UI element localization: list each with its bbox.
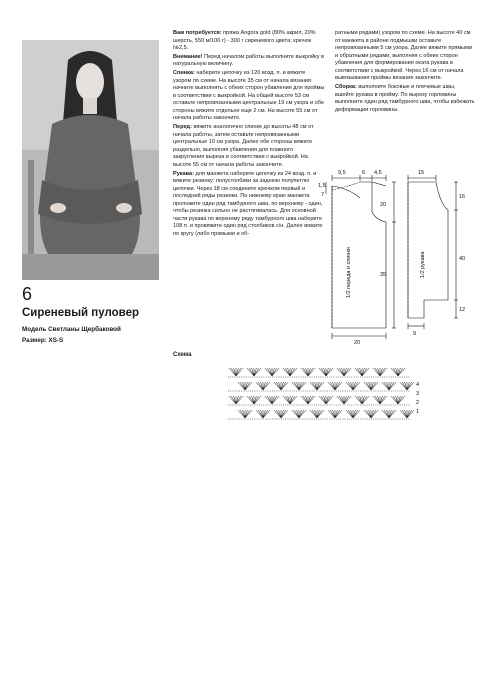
schema-label: Схема	[173, 352, 192, 358]
stitch-fan	[283, 368, 297, 376]
body-vertical-label: 1/2 переда и спинки	[346, 247, 352, 298]
body-dim-left-2: 7	[321, 192, 325, 198]
crochet-stitch-chart	[226, 360, 426, 426]
stitch-fan	[292, 382, 306, 390]
sleeves-continued: ратными рядами) узором по схеме. На высоте 40 см от манжета в районе подмышки оставьте непровязанными 5 см узора. Далее вяжите прямыми и обратными рядами, выполняя с обеих сторон убавления для формирования оката рукава в соответствии с выкройкой. Через 16 см от начала вывязывания проймы вязание закончите.	[335, 30, 473, 82]
stitch-fan	[346, 410, 360, 418]
assembly-heading: Сборка:	[335, 84, 357, 91]
chart-row-1: 1	[416, 409, 420, 415]
stitch-fan	[229, 396, 243, 404]
assembly-paragraph	[335, 84, 475, 114]
size-label: Размер:	[22, 337, 47, 344]
sleeve-pattern-diagram	[400, 168, 470, 348]
stitch-fan	[247, 396, 261, 404]
stitch-fan	[265, 396, 279, 404]
materials-paragraph	[173, 30, 325, 53]
instructions-column-2	[335, 30, 475, 115]
sleeve-outline	[408, 182, 448, 318]
stitch-fan	[319, 368, 333, 376]
stitch-fan	[382, 410, 396, 418]
stitch-fan	[373, 396, 387, 404]
stitch-fan	[229, 368, 243, 376]
sleeves-heading: Рукава:	[173, 170, 194, 177]
body-outline	[332, 182, 386, 328]
sleeve-dim-top: 15	[418, 170, 425, 176]
stitch-fan	[256, 382, 270, 390]
stitch-fan	[319, 396, 333, 404]
body-dim-top-3: 4,5	[374, 170, 382, 176]
front-paragraph	[173, 124, 325, 169]
body-dim-left-1: 1,5	[318, 183, 326, 189]
stitch-fan	[364, 410, 378, 418]
model-photo	[22, 40, 159, 280]
materials-text: пряжа Angora gold (80% акрил, 20% шерсть, 550 м/100 г) - 300 г сиреневого цвета; крючок №2,5.	[173, 30, 316, 52]
body-pattern-diagram	[318, 168, 400, 348]
stitch-fan	[310, 382, 324, 390]
sleeve-dim-right-2: 40	[459, 256, 466, 262]
attention-text: Перед началом работы выполните выкройку в натуральную величину.	[173, 53, 324, 68]
stitch-fan	[382, 382, 396, 390]
front-heading: Перед:	[173, 124, 192, 131]
stitch-fan	[238, 410, 252, 418]
stitch-fan	[337, 396, 351, 404]
chart-row-4: 4	[416, 382, 420, 388]
sleeve-dim-right-3: 12	[459, 307, 466, 313]
stitch-fan	[364, 382, 378, 390]
stitch-fan	[301, 368, 315, 376]
stitch-fan	[301, 396, 315, 404]
stitch-fan	[346, 382, 360, 390]
stitch-fan	[292, 410, 306, 418]
attention-heading: Внимание!	[173, 53, 203, 60]
stitch-fan	[328, 410, 342, 418]
designer-credit: Модель Светланы Щербаковой	[22, 326, 121, 333]
attention-paragraph	[173, 54, 325, 69]
size-value: XS-S	[48, 337, 64, 344]
back-heading: Спинка:	[173, 70, 195, 77]
body-dim-top-2: 6	[362, 170, 366, 176]
stitch-fan	[256, 410, 270, 418]
front-text: вяжите аналогично спинке до высоты 48 см от начала работы, затем оставьте непровязанными центральные 10 см узора. Далее обе стороны вяжите раздельно, выполняя убавления для плавного закругления выреза в соответствии с выкройкой. На высоте 55 см от начала работы закончите.	[173, 124, 314, 168]
pattern-number: 6	[22, 284, 33, 304]
stitch-fan	[247, 368, 261, 376]
sleeve-dim-bottom: 9	[413, 331, 417, 337]
stitch-fan	[355, 368, 369, 376]
back-paragraph	[173, 70, 325, 123]
stitch-fan	[400, 382, 414, 390]
body-dim-top-1: 9,5	[338, 170, 346, 176]
sleeves-paragraph	[173, 171, 325, 239]
chart-row-2: 2	[416, 400, 420, 406]
stitch-fan	[337, 368, 351, 376]
body-dim-right-1: 20	[380, 202, 387, 208]
stitch-fan	[274, 410, 288, 418]
stitch-fan	[355, 396, 369, 404]
stitch-fan	[283, 396, 297, 404]
body-dim-right-2: 35	[380, 272, 387, 278]
sleeve-dim-right-1: 16	[459, 194, 466, 200]
stitch-fan	[391, 396, 405, 404]
chart-row-3: 3	[416, 391, 420, 397]
assembly-text: выполните боковые и плечевые швы, вшейте рукава в пройму. По вырезу горловины выполните один ряд тамбурного шва, чтобы избежать деформации горловины.	[335, 84, 475, 113]
stitch-fan	[400, 410, 414, 418]
instructions-column-1	[173, 30, 325, 240]
materials-heading: Вам потребуется:	[173, 30, 222, 36]
stitch-fan	[274, 382, 288, 390]
stitch-fan	[265, 368, 279, 376]
back-text: наберите цепочку из 120 возд. п. и вяжите узором по схеме. На высоте 35 см от начала вязания начните выполнять с обеих сторон убавления для проймы в соответствии с выкройкой. На общей высоте 53 см оставьте непровязанными центральные 19 см узора и обе стороны вяжите отдельно еще 2 см. На высоте 55 см от начала работы закончите.	[173, 70, 325, 122]
body-dim-bottom: 20	[354, 340, 361, 346]
stitch-fan	[310, 410, 324, 418]
stitch-fan	[373, 368, 387, 376]
sleeve-vertical-label: 1/2 рукава	[420, 251, 426, 278]
sleeves-text: для манжета наберите цепочку из 24 возд. п. и вяжите резинку: полустолбики за заднюю полупетлю цепочки. Через 18 см соедините крючком первый и последний ряды резинки. По нижнему краю манжета проложите один ряд тамбурного шва, по верхнему - один, чтобы резинка сильно не растягивалась. Для основной части рукава по верхнему ряду тамбурного шва наберите 108 п. и провяжите один ряд столбиков с/н. Далее вяжите по кругу (либо прямыми и об-	[173, 170, 323, 237]
stitch-fan	[238, 382, 252, 390]
stitch-fan	[328, 382, 342, 390]
stitch-fan	[391, 368, 405, 376]
pattern-title: Сиреневый пуловер	[22, 307, 139, 319]
size-info	[22, 337, 63, 344]
